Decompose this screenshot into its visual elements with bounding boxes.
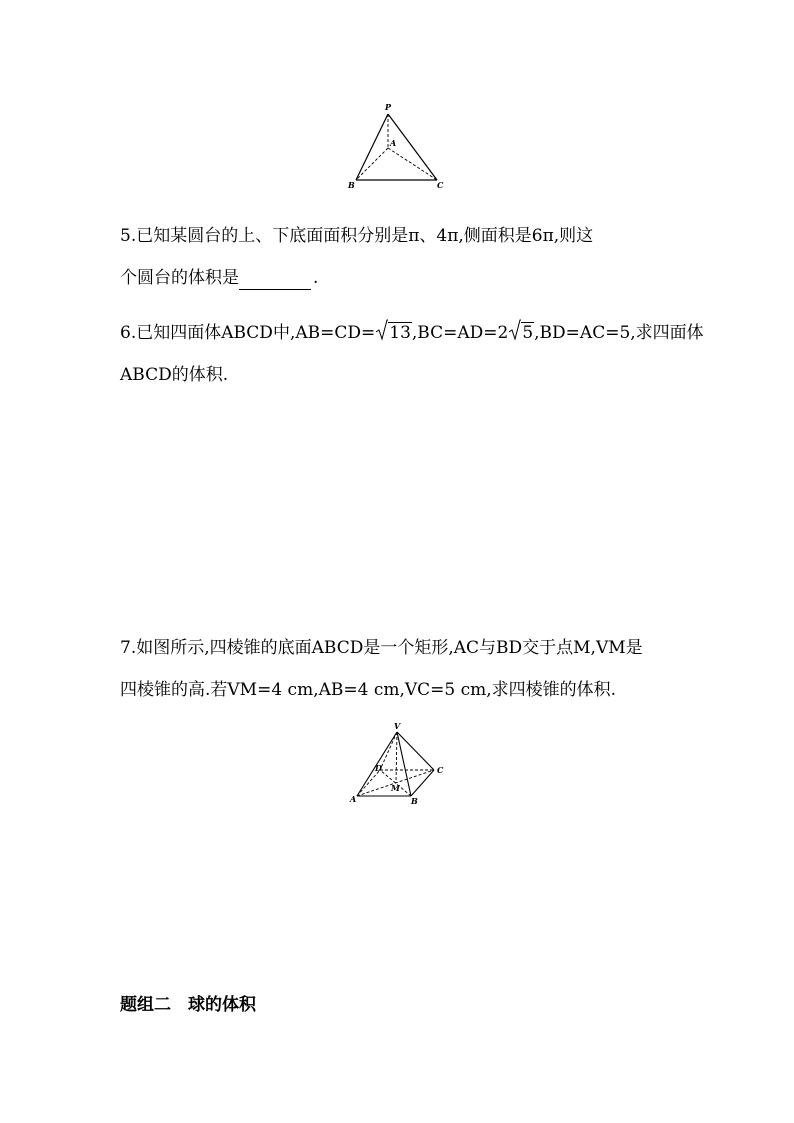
q7-text-1: 7.如图所示,四棱锥的底面ABCD是一个矩形,AC与BD交于点M,VM是 (120, 638, 643, 658)
edge-pb (356, 114, 388, 180)
sqrt-5-value: 5 (522, 323, 534, 343)
answer-blank[interactable] (239, 271, 311, 290)
section-title: 题组二 球的体积 (120, 995, 256, 1015)
label-m: M (391, 783, 400, 793)
q6-text-pre: 6.已知四面体ABCD中,AB=CD= (120, 323, 376, 343)
label-p: P (385, 102, 392, 112)
question-5-line-2 (120, 266, 318, 290)
edge-vc (397, 732, 434, 770)
question-6-line-2 (120, 363, 228, 387)
label-a: A (390, 138, 397, 148)
sqrt-5 (509, 321, 534, 345)
label-c: C (437, 765, 444, 775)
edge-bc (411, 770, 434, 796)
label-v: V (394, 721, 401, 731)
label-b: B (348, 180, 355, 190)
label-b: B (411, 796, 418, 806)
pyramid-figure-2 (345, 720, 455, 810)
q6-text-post: ,BD=AC=5,求四面体 (534, 323, 704, 343)
radical-sign-icon (509, 319, 521, 341)
question-6-line-1 (120, 321, 704, 345)
pyramid-figure-1 (340, 100, 450, 195)
sqrt-13-value: 13 (389, 323, 411, 343)
label-a: A (350, 794, 357, 804)
radical-sign-icon (376, 319, 388, 341)
edge-ab (356, 148, 388, 180)
q6-text-mid: ,BC=AD=2 (411, 323, 509, 343)
label-d: D (375, 763, 382, 773)
question-7-line-2 (120, 678, 616, 702)
edge-vd (380, 732, 397, 770)
section-heading (120, 993, 256, 1017)
q5-text-2: 个圆台的体积是 (120, 268, 239, 288)
label-c: C (437, 180, 444, 190)
question-7-line-1 (120, 636, 643, 660)
q5-text-1: 5.已知某圆台的上、下底面面积分别是π、4π,侧面积是6π,则这 (120, 226, 594, 246)
edge-ac (388, 148, 437, 180)
sqrt-13 (376, 321, 412, 345)
q5-text-3: . (313, 268, 319, 288)
q6-text-2: ABCD的体积. (120, 365, 229, 385)
question-5-line-1 (120, 224, 593, 248)
height-vm (396, 732, 397, 783)
q7-text-2: 四棱锥的高.若VM=4 cm,AB=4 cm,VC=5 cm,求四棱锥的体积. (120, 680, 617, 700)
